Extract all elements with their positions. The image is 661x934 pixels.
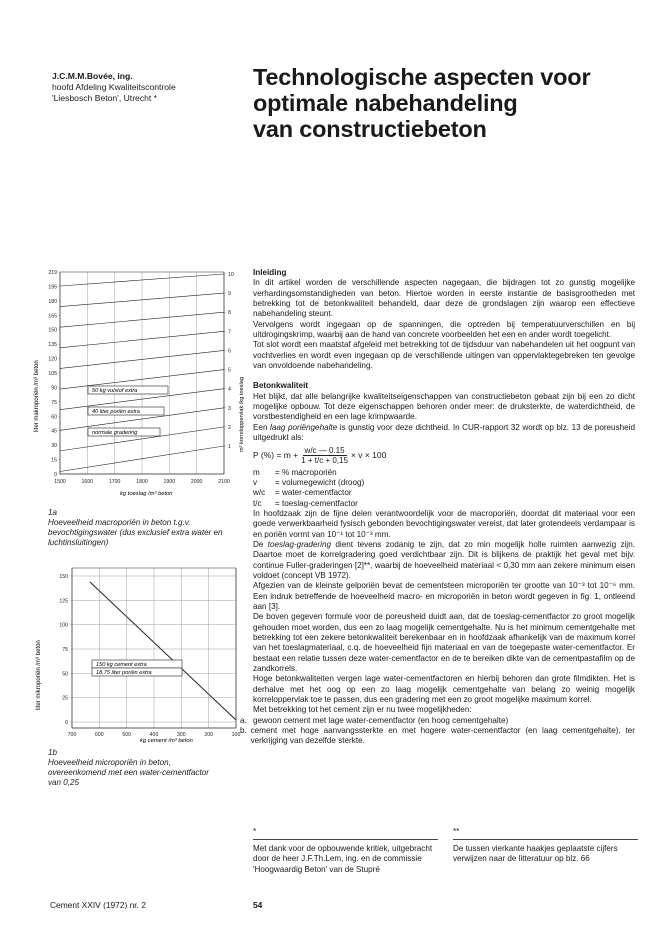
porosity-formula — [253, 445, 635, 467]
definition-text: = water-cementfactor — [275, 488, 352, 498]
figure-1a — [30, 262, 252, 502]
f1a-right-tick-label: 6 — [228, 348, 231, 355]
f1b-x-tick-label: 300 — [177, 732, 186, 738]
f1a-box-1: 50 kg vulstof extra — [92, 388, 138, 394]
list-item — [240, 715, 635, 726]
paragraph: Met betrekking tot het cement zijn er nu twee mogelijkheden: — [253, 705, 472, 715]
title-line-3: van constructiebeton — [253, 116, 487, 142]
heading-inleiding: Inleiding — [253, 268, 287, 277]
f1b-x-tick-label: 600 — [95, 732, 104, 738]
figure-1b-caption — [48, 748, 223, 788]
f1b-x-tick-label: 700 — [67, 732, 77, 738]
emphasis: laag poriëngehalte — [270, 422, 338, 432]
f1a-right-tick-label: 3 — [228, 405, 231, 412]
definition-symbol: w/c — [253, 488, 266, 498]
journal-reference: Cement XXIV (1972) nr. 2 — [50, 900, 146, 910]
f1b-x-tick-label: 400 — [149, 732, 159, 738]
footnote-1-mark: * — [253, 827, 257, 836]
f1a-x-tick-label: 1800 — [136, 479, 148, 485]
f1b-left-tick-label: 75 — [62, 647, 68, 653]
f1a-right-tick-label: 2 — [228, 424, 231, 431]
f1a-right-tick-label: 10 — [228, 272, 234, 278]
text-run: Een — [253, 422, 271, 432]
title-line-2: optimale nabehandeling — [253, 90, 518, 116]
f1b-xlabel: kg cement /m³ beton — [140, 738, 193, 744]
heading-betonkwaliteit: Betonkwaliteit — [253, 381, 309, 391]
f1b-left-tick-label: 100 — [59, 622, 68, 629]
footnote-2 — [453, 827, 638, 865]
paragraph: Vervolgens wordt ingegaan op de spanningen, die optreden bij temperatuurverschillen en bij uitdrogingskrimp, waarbij aan de hand van concrete voorbeelden het een en ander wordt toegelicht. — [253, 319, 635, 340]
emphasis: toeslag-gradering — [267, 539, 332, 549]
f1a-ylabel-left: liter makroporiën /m³ beton — [34, 360, 40, 432]
paragraph: Hoge betonkwaliteiten vergen lage water-cementfactoren en hierbij behoren dan grote filmdikten. Het is derhalve met het oog op een zo laag mogelijk cementgehalte van belang zo weinig mogelijk korreloppervlak toe te passen, dus een gradering met een zo groot mogelijke maximum korrel. — [253, 674, 635, 705]
figure-1b-label: 1b — [48, 748, 58, 757]
f1a-left-tick-label: 180 — [48, 298, 57, 305]
article-title — [253, 64, 653, 142]
f1a-left-tick-label: 45 — [51, 428, 57, 435]
formula-fraction — [301, 446, 348, 465]
f1a-left-tick-label: 195 — [48, 284, 57, 291]
author-line1: hoofd Afdeling Kwaliteitscontrole — [52, 82, 176, 92]
f1b-x-tick-label: 500 — [122, 732, 131, 738]
author-line2: 'Liesbosch Beton', Utrecht * — [52, 93, 158, 103]
page-number: 54 — [253, 900, 263, 910]
f1a-x-tick-label: 2100 — [218, 479, 230, 485]
f1a-left-tick-label: 105 — [48, 371, 57, 377]
f1b-x-tick-label: 100 — [231, 732, 241, 738]
paragraph: In dit artikel worden de verschillende aspecten nagegaan, die bijdragen tot zo gunstig mogelijke verhardingsomstandigheden van beton. Hiertoe worden in eerste instantie de basisgrootheden met betrekking tot de betonkwaliteit behandeld, daar deze de grondslagen zijn waarop een effectieve nabehandeling steunt. — [253, 278, 635, 319]
formula-denominator: 1 + t/c + 0,15 — [301, 456, 348, 465]
footnote-rule — [253, 839, 438, 840]
f1a-ylabel-right: m² korreloppervlak /kg toeslag — [239, 377, 245, 452]
definition-row — [253, 499, 635, 509]
f1a-xlabel: kg toeslag /m³ beton — [120, 491, 173, 497]
paragraph — [253, 540, 635, 581]
paragraph — [253, 423, 635, 444]
f1a-box-2: 40 liter poriën extra — [92, 409, 140, 415]
f1b-left-tick-label: 25 — [62, 695, 68, 702]
list-marker: b. — [240, 726, 247, 736]
figure-1a-label: 1a — [48, 508, 58, 517]
f1a-right-tick-label: 7 — [228, 329, 231, 336]
list-item — [240, 726, 635, 747]
f1a-right-tick-label: 4 — [228, 386, 231, 393]
text-run: De — [253, 539, 268, 549]
f1a-left-tick-label: 135 — [48, 342, 57, 349]
paragraph: De boven gegeven formule voor de poreusheid duidt aan, dat de toeslag-cementfactor zo groot mogelijk gehouden moet worden, dus een zo laag mogelijk cementgehalte. Nu is het minimum cementgehalte met betrekking tot een zekere betonkwaliteit berekenbaar en in hoofdzaak afhankelijk van de maximum korrel van het toeslagmateriaal, c.q. de hoeveelheid fijn materiaal en van de toegepaste water-cementfactor. Er bestaat een relatie tussen deze water-cementfactor en de te bereiken dikte van de cementpastafilm op de zandkorrels. — [253, 612, 635, 674]
list-text: cement met hoge aanvangssterkte en met hogere water-cementfactor (en laag cementgehalte), ter verkrijging van dezelfde sterkte. — [250, 726, 635, 746]
f1a-left-tick-label: 60 — [51, 414, 57, 421]
f1a-left-tick-label: 30 — [51, 443, 57, 450]
formula-definitions — [253, 468, 635, 509]
paragraph: Tot slot wordt een maatstaf afgeleid met betrekking tot de tijdsduur van nabehandelen uit het oogpunt van vochtverlies en wordt even ingegaan op de verschillende uitingen van oppervlaktegebreken ten gevolge van onvoldoende nabehandeling. — [253, 340, 635, 371]
figure-1b — [30, 562, 252, 744]
f1a-left-tick-label: 90 — [51, 385, 57, 392]
footnote-2-mark: ** — [453, 827, 460, 836]
f1a-left-tick-label: 165 — [48, 313, 57, 320]
f1a-left-tick-label: 75 — [51, 399, 57, 406]
f1a-x-tick-label: 1700 — [108, 479, 121, 485]
definition-text: = volumegewicht (droog) — [275, 477, 365, 487]
footnote-1-text: Met dank voor de opbouwende kritiek, uitgebracht door de heer J.F.Th.Lem, ing. en de commissie 'Hoogwaardig Beton' van de Stupré — [253, 844, 433, 874]
paragraph: Afgezien van de kleinste gelporiën bevat de cementsteen microporiën ter grootte van 10⁻³ tot 10⁻⁶ mm. Een indruk betreffende de hoeveelheid macro- en microporiën in beton wordt gegeven in fig. 1, ontleend aan [3]. — [253, 581, 635, 611]
f1b-left-tick-label: 150 — [59, 574, 68, 580]
f1a-left-tick-label: 120 — [48, 356, 57, 363]
f1a-right-tick-label: 9 — [228, 291, 231, 298]
f1a-left-tick-label: 15 — [51, 457, 57, 464]
text-run: dient tevens zodanig te zijn, dat zo min mogelijk holle ruimten aanwezig zijn. Daartoe moet de korrelgradering goed verdichtbaar zijn. Dit is blijkens de praktijk het geval met bijv. continue Fuller-graderingen [2]**, waarbij de hoeveelheid materiaal < 0,30 mm aan zekere minimum eisen voldoet (concept VB 1972). — [253, 539, 635, 580]
author-block — [52, 71, 232, 104]
f1a-right-tick-label: 8 — [228, 310, 231, 317]
definition-row — [253, 468, 635, 478]
figure-1b-caption-text: Hoeveelheid microporiën in beton, overeenkomend met een water-cementfactor van 0,25 — [48, 758, 209, 787]
f1a-left-tick-label: 0 — [54, 472, 57, 478]
f1a-right-tick-label: 5 — [228, 367, 231, 374]
f1b-ylabel-left: liter mikroporiën /m³ beton — [36, 640, 42, 710]
definition-symbol: v — [253, 477, 258, 487]
definition-symbol: t/c — [253, 498, 262, 508]
f1a-left-tick-label: 219 — [48, 270, 57, 276]
formula-numerator: w/c — 0.15 — [304, 446, 345, 455]
text-run: is gunstig voor deze dichtheid. In CUR-rapport 32 wordt op blz. 13 de poreusheid uitgedrukt als: — [253, 422, 635, 443]
figure-1a-caption — [48, 508, 223, 548]
definition-row — [253, 478, 635, 488]
footnote-rule — [453, 839, 638, 840]
f1a-x-tick-label: 1600 — [81, 479, 94, 485]
list-text: gewoon cement met lage water-cementfactor (en hoog cementgehalte) — [253, 715, 509, 725]
f1a-left-tick-label: 150 — [48, 327, 57, 334]
definition-symbol: m — [253, 467, 260, 477]
footnote-2-text: De tussen vierkante haakjes geplaatste cijfers verwijzen naar de litteratuur op blz. 66 — [453, 844, 618, 864]
author-name: J.C.M.M.Bovée, ing. — [52, 71, 133, 81]
definition-text: = toeslag-cementfactor — [275, 498, 358, 508]
f1a-box-3: normale gradering — [92, 430, 138, 436]
f1a-x-tick-label: 2000 — [190, 479, 203, 485]
f1a-right-tick-label: 1 — [228, 444, 231, 450]
paragraph: In hoofdzaak zijn de fijne delen verantwoordelijk voor de macroporiën, doordat dit materiaal voor een goede verwerkbaarheid fysisch gebonden bevochtigingswater vereist, dat later grotendeels verdampaar is en poriën vormt van 10⁻¹ tot 10⁻³ mm. — [253, 508, 635, 539]
paragraph: Het blijkt, dat alle belangrijke kwaliteitseigenschappen van constructiebeton gebaat zijn bij een zo dicht mogelijke opbouw. Tot deze eigenschappen behoren onder meer: de druksterkte, de waterdichtheid, de vorstbestendigheid en een lage krimpwaarde. — [253, 391, 635, 422]
list-marker: a. — [240, 715, 247, 725]
f1b-left-tick-label: 125 — [59, 598, 68, 605]
f1b-left-tick-label: 50 — [62, 671, 68, 678]
definition-text: = % macroporiën — [275, 467, 337, 477]
f1b-x-tick-label: 200 — [204, 732, 213, 738]
figure-1a-caption-text: Hoeveelheid macroporiën in beton t.g.v. bevochtigingswater (dus exclusief extra water en luchtinsluitingen) — [48, 518, 223, 547]
f1a-x-tick-label: 1900 — [163, 479, 176, 485]
f1a-x-tick-label: 1500 — [54, 479, 66, 485]
definition-row — [253, 488, 635, 498]
formula-lhs: P (%) = m + — [253, 450, 299, 461]
f1b-left-tick-label: 0 — [65, 720, 68, 726]
formula-rhs: × v × 100 — [350, 450, 387, 461]
f1b-box-2: 18,75 liter poriën extra — [96, 670, 152, 676]
cement-options-list — [240, 715, 635, 747]
title-line-1: Technologische aspecten voor — [253, 64, 591, 90]
f1b-box-1: 150 kg cement extra — [96, 662, 147, 668]
footnote-1 — [253, 827, 438, 875]
